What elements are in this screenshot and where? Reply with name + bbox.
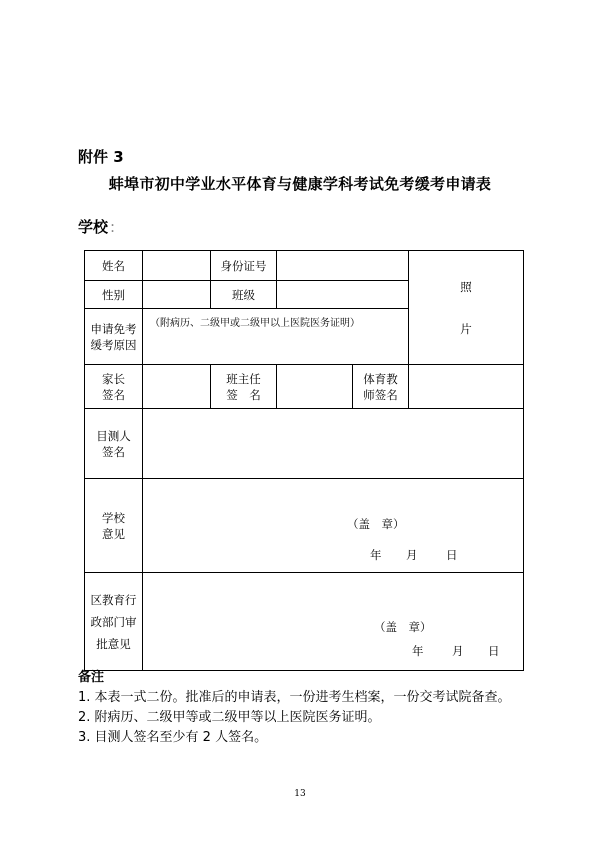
- district-line1: 区教育行: [90, 592, 137, 607]
- school-date-month: 月: [406, 548, 418, 562]
- class-field[interactable]: [277, 281, 408, 308]
- table-border-right: [523, 250, 524, 671]
- school-date-day: 日: [446, 548, 458, 562]
- form-title: 蚌埠市初中学业水平体育与健康学科考试免考缓考申请表: [108, 175, 492, 193]
- pe-teacher-signature-field[interactable]: [409, 365, 523, 408]
- homeroom-teacher-line2: 签 名: [226, 387, 261, 402]
- witness-line1: 目测人: [96, 428, 131, 443]
- name-field[interactable]: [143, 251, 210, 280]
- school-opinion-line2: 意见: [102, 526, 125, 541]
- school-label: 学校: [78, 218, 109, 236]
- photo-label-line2: 片: [460, 321, 472, 336]
- school-opinion-line1: 学校: [102, 510, 125, 525]
- witness-line2: 签名: [102, 444, 125, 459]
- homeroom-teacher-signature-field[interactable]: [277, 365, 352, 408]
- school-seal: （盖 章）: [347, 517, 405, 531]
- parent-signature-label: [85, 365, 142, 408]
- pe-teacher-line2: 师签名: [363, 387, 398, 402]
- school-opinion-label: [85, 479, 142, 572]
- reason-field[interactable]: [150, 309, 406, 371]
- gender-label: 性别: [102, 287, 125, 302]
- homeroom-teacher-line1: 班主任: [226, 371, 261, 386]
- parent-signature-line2: 签名: [102, 387, 125, 402]
- school-opinion-field[interactable]: [143, 479, 523, 572]
- parent-signature-line1: 家长: [102, 371, 125, 386]
- school-field: [78, 216, 115, 237]
- district-approval-label: [85, 573, 142, 670]
- district-date-month: 月: [452, 644, 464, 658]
- photo-label-line1: 照: [460, 279, 472, 294]
- notes-section: [78, 668, 511, 748]
- district-seal: （盖 章）: [374, 620, 432, 634]
- reason-label: [85, 309, 142, 364]
- reason-hint: （附病历、二级甲或二级甲以上医院医务证明）: [150, 318, 360, 329]
- id-number-field[interactable]: [277, 251, 408, 280]
- witness-label: [85, 409, 142, 478]
- district-date-day: 日: [488, 644, 500, 658]
- attachment-label: 附件 3: [78, 148, 124, 166]
- homeroom-teacher-signature-label: [211, 365, 276, 408]
- pe-teacher-signature-label: [353, 365, 408, 408]
- reason-label-line2: 缓考原因: [90, 337, 137, 352]
- district-line3: 批意见: [96, 636, 131, 651]
- class-label: 班级: [232, 287, 255, 302]
- name-label: 姓名: [102, 258, 125, 273]
- page-number: 13: [294, 789, 306, 799]
- school-date-year: 年: [370, 548, 382, 562]
- district-date-year: 年: [412, 644, 424, 658]
- district-line2: 政部门审: [90, 614, 137, 629]
- note-item: 3. 目测人签名至少有 2 人签名。: [78, 730, 268, 745]
- note-item: 2. 附病历、二级甲等或二级甲等以上医院医务证明。: [78, 710, 381, 725]
- note-item: 1. 本表一式二份。批准后的申请表，一份进考生档案，一份交考试院备查。: [78, 690, 511, 705]
- notes-heading: 备注: [78, 670, 105, 685]
- gender-field[interactable]: [143, 281, 210, 308]
- id-number-label: 身份证号: [220, 258, 267, 273]
- pe-teacher-line1: 体育教: [363, 371, 398, 386]
- witness-signature-field[interactable]: [143, 409, 523, 478]
- reason-label-line1: 申请免考: [90, 321, 137, 336]
- photo-box[interactable]: [409, 251, 523, 364]
- district-approval-field[interactable]: [143, 573, 523, 670]
- parent-signature-field[interactable]: [143, 365, 210, 408]
- school-colon: :: [110, 218, 116, 236]
